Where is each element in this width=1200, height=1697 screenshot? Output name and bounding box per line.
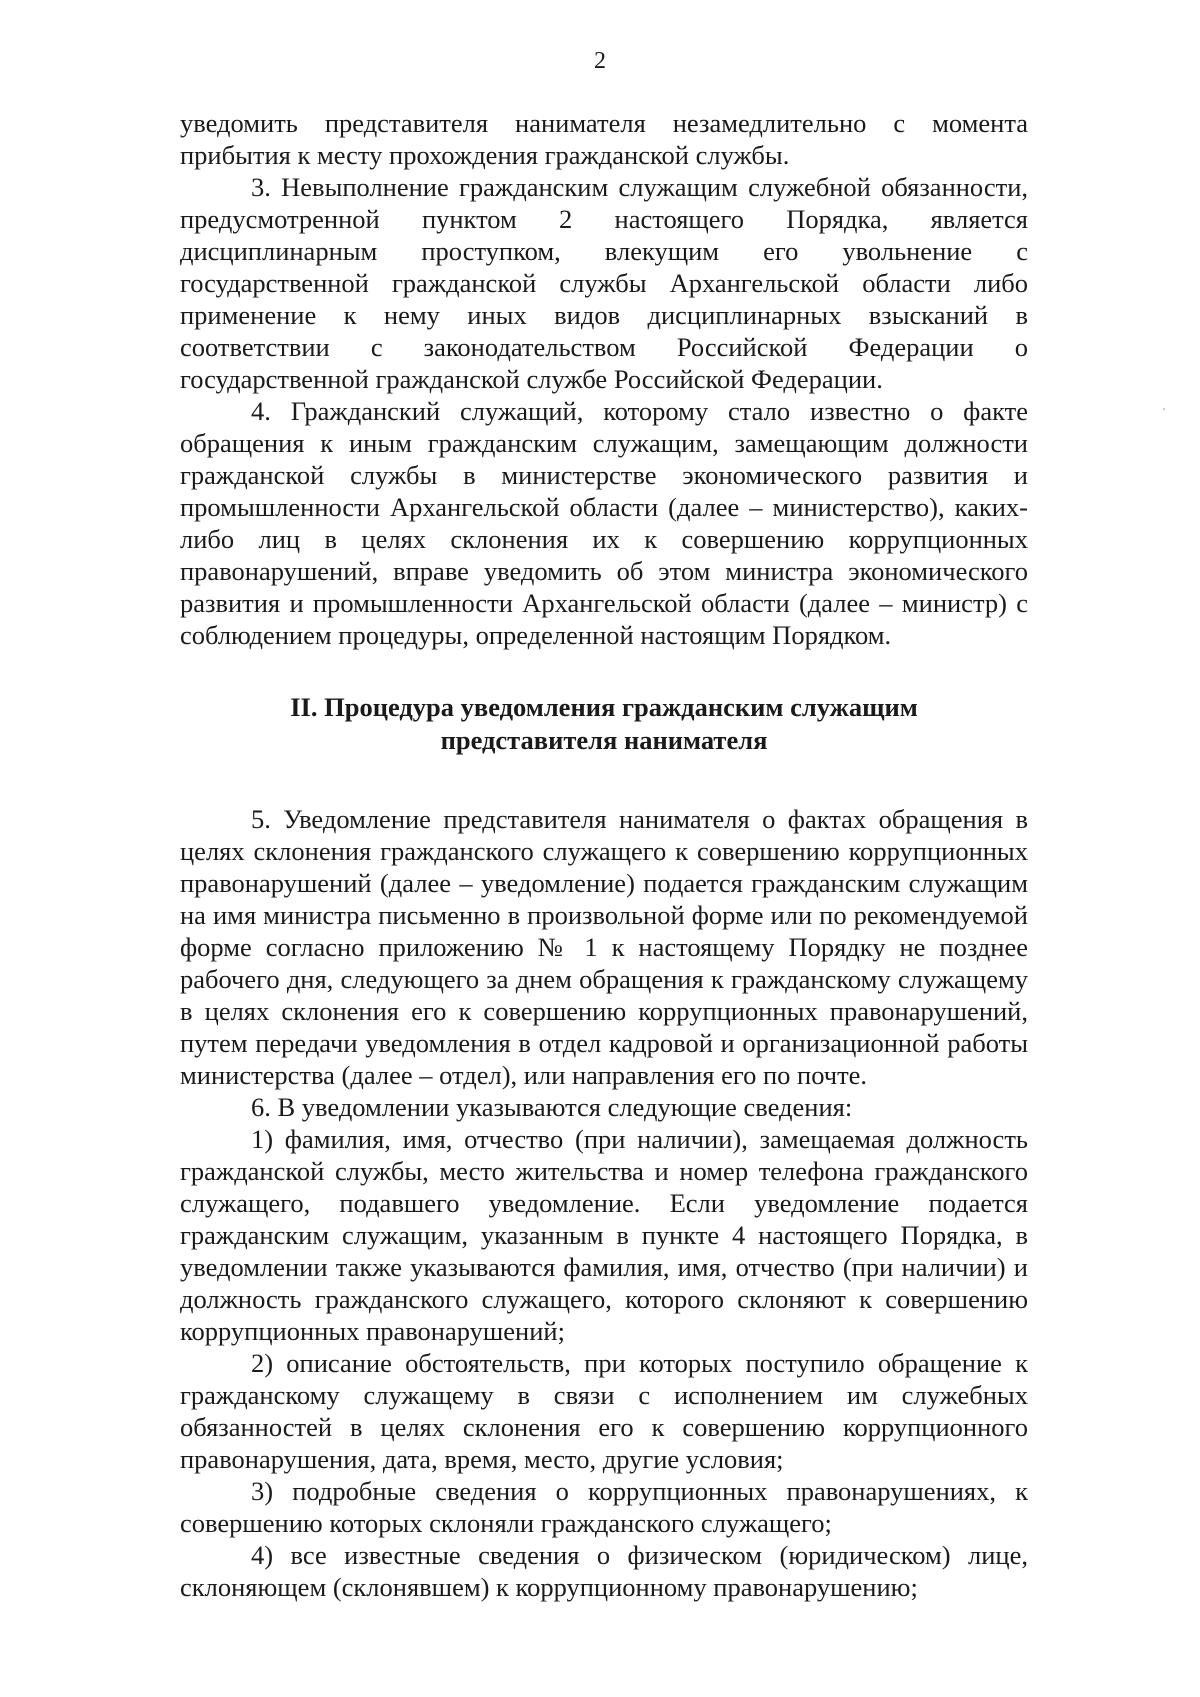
section-heading-line-2: представителя нанимателя bbox=[440, 725, 768, 755]
paragraph-6: 6. В уведомлении указываются следующие сведения: bbox=[251, 1092, 853, 1122]
paragraph-4: 4. Гражданский служащий, которому стало известно о факте обращения к иным гражданским служащим, замещающим должности гражданской службы в министерстве экономического развития и промышленности Архангельской области (далее – министерство), каких-либо лиц в целях склонения их к совершению коррупционных правонарушений, вправе уведомить об этом министра экономического развития и промышленности Архангельской области (далее – министр) с соблюдением процедуры, определенной настоящим Порядком. bbox=[180, 396, 1028, 650]
list-item-3: 3) подробные сведения о коррупционных правонарушениях, к совершению которых склоняли гражданского служащего; bbox=[180, 1476, 1028, 1538]
paragraph-5: 5. Уведомление представителя нанимателя о фактах обращения в целях склонения гражданского служащего к совершению коррупционных правонарушений (далее – уведомление) подается гражданским служащим на имя министра письменно в произвольной форме или по рекомендуемой форме согласно приложению № 1 к настоящему Порядку не позднее рабочего дня, следующего за днем обращения к гражданскому служащему в целях склонения его к совершению коррупционных правонарушений, путем передачи уведомления в отдел кадровой и организационной работы министерства (далее – отдел), или направления его по почте. bbox=[180, 804, 1028, 1090]
paragraph-3: 3. Невыполнение гражданским служащим служебной обязанности, предусмотренной пунктом 2 настоящего Порядка, является дисциплинарным проступком, влекущим его увольнение с государственной гражданской службы Архангельской области либо применение к нему иных видов дисциплинарных взысканий в соответствии с законодательством Российской Федерации о государственной гражданской службе Российской Федерации. bbox=[180, 172, 1028, 394]
paragraphs-top bbox=[180, 107, 1028, 651]
section-heading bbox=[180, 691, 1028, 757]
list-item-2: 2) описание обстоятельств, при которых поступило обращение к гражданскому служащему в связи с исполнением им служебных обязанностей в целях склонения его к совершению коррупционного правонарушения, дата, время, место, другие условия; bbox=[180, 1348, 1028, 1474]
list-item-4: 4) все известные сведения о физическом (юридическом) лице, склоняющем (склонявшем) к коррупционному правонарушению; bbox=[180, 1540, 1028, 1602]
paragraph: уведомить представителя нанимателя незамедлительно с момента прибытия к месту прохождения гражданской службы. bbox=[180, 108, 1028, 170]
section-heading-line-1: II. Процедура уведомления гражданским служащим bbox=[290, 692, 918, 722]
list-item-1: 1) фамилия, имя, отчество (при наличии), замещаемая должность гражданской службы, место жительства и номер телефона гражданского служащего, подавшего уведомление. Если уведомление подается гражданским служащим, указанным в пункте 4 настоящего Порядка, в уведомлении также указываются фамилия, имя, отчество (при наличии) и должность гражданского служащего, которого склоняют к совершению коррупционных правонарушений; bbox=[180, 1124, 1028, 1346]
page-number: 2 bbox=[594, 48, 606, 74]
paragraphs-bottom bbox=[180, 803, 1028, 1603]
document-body bbox=[180, 107, 1028, 1603]
scan-speck bbox=[1163, 408, 1165, 410]
